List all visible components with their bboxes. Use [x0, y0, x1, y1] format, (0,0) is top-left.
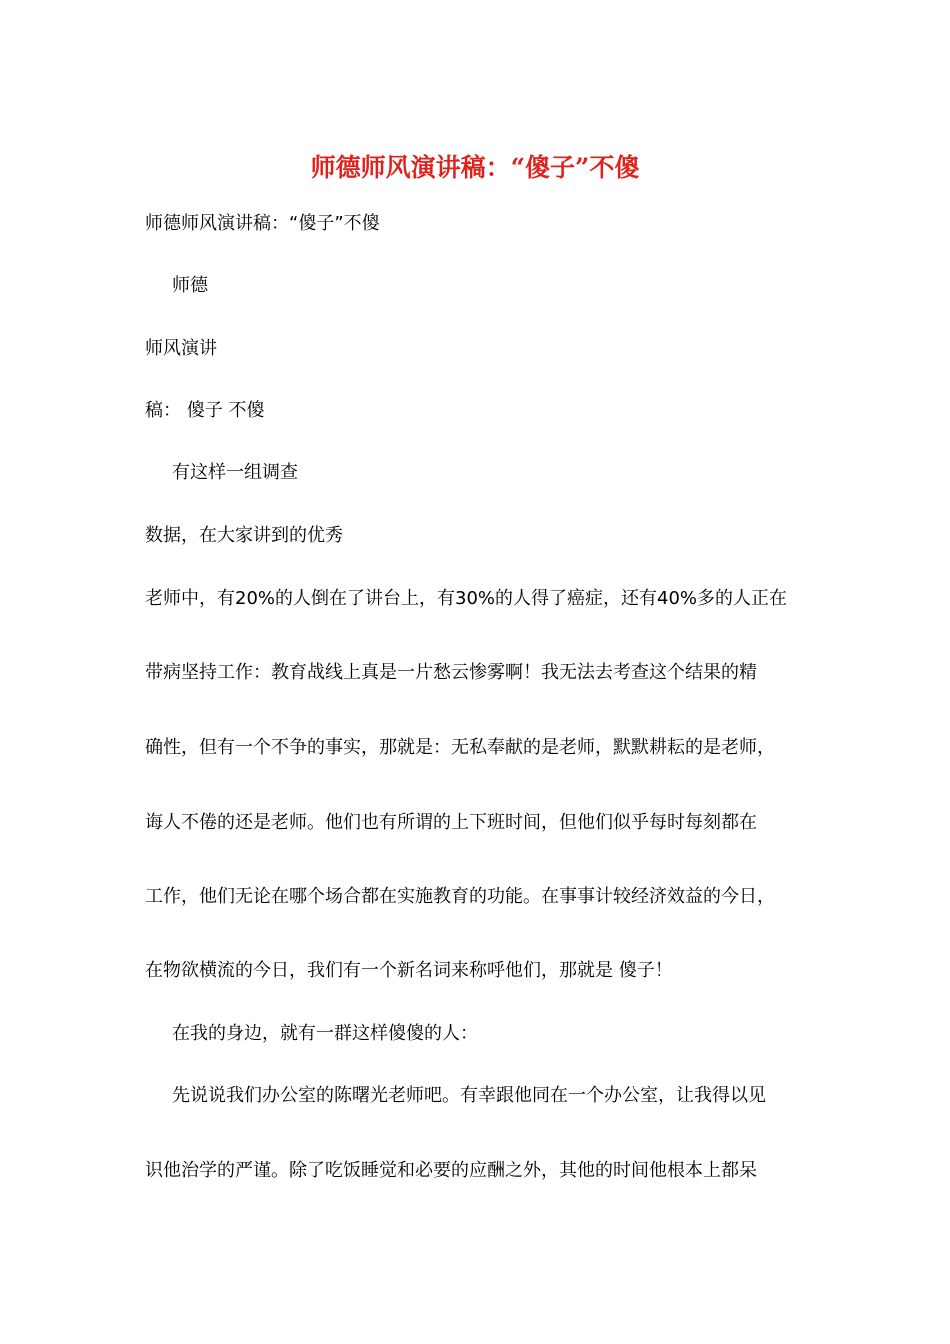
- paragraph-line: 有这样一组调查: [172, 462, 298, 483]
- paragraph-line: 先说说我们办公室的陈曙光老师吧。有幸跟他同在一个办公室，让我得以见: [172, 1085, 766, 1106]
- paragraph-line: 稿： 傻子 不傻: [145, 400, 265, 421]
- paragraph-line: 师德: [172, 275, 208, 296]
- paragraph-line: 识他治学的严谨。除了吃饭睡觉和必要的应酬之外，其他的时间他根本上都呆: [145, 1160, 757, 1181]
- paragraph-line: 工作，他们无论在哪个场合都在实施教育的功能。在事事计较经济效益的今日，: [145, 886, 775, 907]
- paragraph-line: 数据，在大家讲到的优秀: [145, 525, 343, 546]
- document-title: 师德师风演讲稿：“傻子”不傻: [310, 153, 640, 182]
- paragraph-line: 老师中，有20%的人倒在了讲台上，有30%的人得了癌症，还有40%多的人正在: [145, 588, 788, 609]
- paragraph-line: 师德师风演讲稿：“傻子”不傻: [145, 213, 380, 234]
- paragraph-line: 带病坚持工作：教育战线上真是一片愁云惨雾啊！我无法去考查这个结果的精: [145, 662, 757, 683]
- paragraph-line: 在物欲横流的今日，我们有一个新名词来称呼他们，那就是 傻子！: [145, 960, 673, 981]
- paragraph-line: 诲人不倦的还是老师。他们也有所谓的上下班时间，但他们似乎每时每刻都在: [145, 812, 757, 833]
- paragraph-line: 确性，但有一个不争的事实，那就是：无私奉献的是老师，默默耕耘的是老师，: [145, 737, 775, 758]
- paragraph-line: 师风演讲: [145, 338, 217, 359]
- paragraph-line: 在我的身边，就有一群这样傻傻的人：: [172, 1023, 478, 1044]
